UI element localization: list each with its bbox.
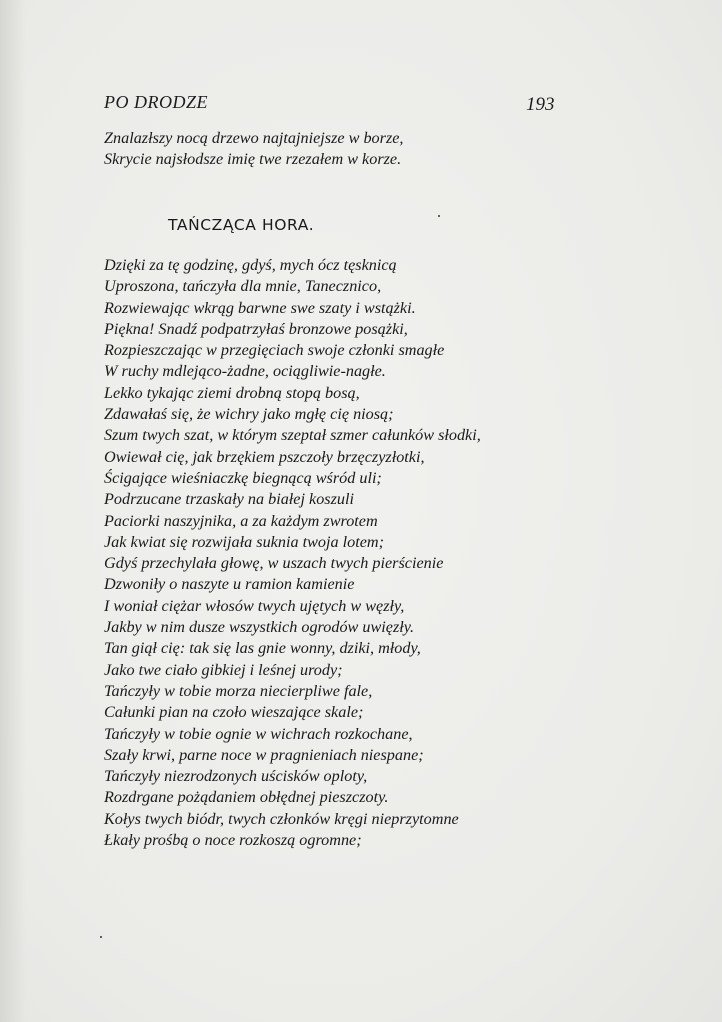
verse-line: Tan giął cię: tak się las gnie wonny, dziki, młody, xyxy=(104,639,421,658)
verse-line: Dzwoniły o naszyte u ramion kamienie xyxy=(104,575,355,594)
verse-line: Uproszona, tańczyła dla mnie, Tanecznico, xyxy=(104,277,382,296)
verse-line: Owiewał cię, jak brzękiem pszczoły brzęczyzłotki, xyxy=(104,447,425,466)
poem-title: TAŃCZĄCA HORA. xyxy=(168,216,315,234)
verse-line: I woniał ciężar włosów twych ujętych w węzły, xyxy=(104,596,405,615)
verse-line: Zdawałaś się, że wichry jako mgłę cię niosą; xyxy=(104,405,394,424)
verse-line: Szały krwi, parne noce w pragnieniach niespane; xyxy=(104,745,424,764)
gutter-shadow xyxy=(0,0,26,1022)
page-number: 193 xyxy=(526,94,555,115)
verse-line: Jakby w nim dusze wszystkich ogrodów uwięzły. xyxy=(104,618,415,637)
verse-line: Tańczyły w tobie morza niecierpliwe fale, xyxy=(104,681,373,700)
verse-line: Szum twych szat, w którym szeptał szmer całunków słodki, xyxy=(104,426,481,445)
poem-body xyxy=(104,255,481,851)
verse-line: Znalazłszy nocą drzewo najtajniejsze w borze, xyxy=(104,129,404,147)
show-through-texture xyxy=(530,130,710,830)
verse-line: Paciorki naszyjnika, a za każdym zwrotem xyxy=(104,511,378,530)
verse-line: Dzięki za tę godzinę, gdyś, mych ócz tęsknicą xyxy=(104,256,397,274)
running-head: PO DRODZE xyxy=(104,92,208,112)
verse-line: Kołys twych biódr, twych członków kręgi nieprzytomne xyxy=(104,809,459,828)
verse-line: Gdyś przechylała głowę, w uszach twych pierścienie xyxy=(104,554,444,573)
verse-line: Jak kwiat się rozwijała suknia twoja lotem; xyxy=(104,532,384,551)
paper-speck xyxy=(438,215,440,217)
verse-line: Jako twe ciało gibkiej i leśnej urody; xyxy=(104,660,343,679)
verse-line: Podrzucane trzaskały na białej koszuli xyxy=(104,490,354,509)
verse-line: Łkały prośbą o noce rozkoszą ogromne; xyxy=(104,831,362,850)
verse-line: W ruchy mdlejąco-żadne, ociągliwie-nagłe. xyxy=(104,362,386,381)
verse-line: Piękna! Snadź podpatrzyłaś bronzowe posążki, xyxy=(104,319,408,338)
verse-line: Rozdrgane pożądaniem obłędnej pieszczoty. xyxy=(104,788,389,807)
verse-line: Całunki pian na czoło wieszające skale; xyxy=(104,703,364,722)
verse-line: Skrycie najsłodsze imię twe rzezałem w korze. xyxy=(104,150,402,169)
paper-speck xyxy=(100,936,102,938)
verse-line: Rozpieszczając w przegięciach swoje członki smagłe xyxy=(104,341,445,360)
verse-line: Lekko tykając ziemi drobną stopą bosą, xyxy=(104,383,360,402)
preceding-poem-ending xyxy=(104,128,403,171)
verse-line: Rozwiewając wkrąg barwne swe szaty i wstążki. xyxy=(104,298,416,317)
verse-line: Ścigające wieśniaczkę biegnącą wśród uli; xyxy=(104,468,382,487)
verse-line: Tańczyły w tobie ognie w wichrach rozkochane, xyxy=(104,724,413,743)
verse-line: Tańczyły niezrodzonych uścisków oploty, xyxy=(104,767,368,786)
